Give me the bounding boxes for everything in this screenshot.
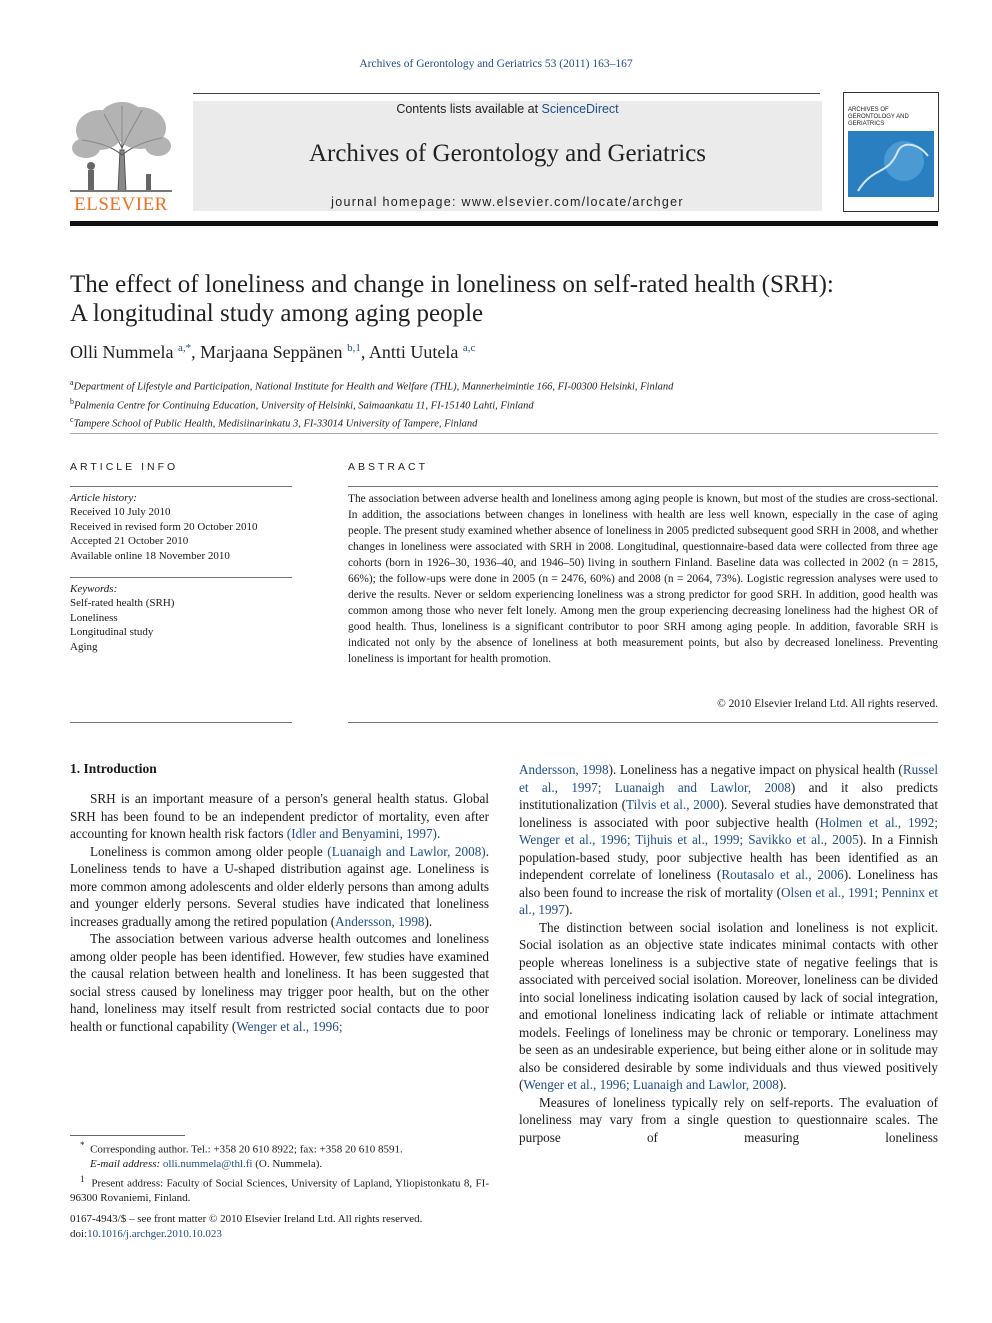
publisher-wordmark: ELSEVIER [74, 194, 168, 215]
journal-cover-thumbnail[interactable] [843, 92, 939, 212]
keyword-item: Aging [70, 640, 98, 653]
citation-link[interactable]: Andersson, 1998 [519, 762, 609, 777]
author-list: Olli Nummela $^{a,*}$, Marjaana Seppänen $^{b,1}$, Antti Uutela $^{a,c}$ [70, 342, 476, 362]
body-paragraph: The distinction between social isolation and loneliness is not explicit. Social isolation as an objective state indicates minimal contacts with other people whereas loneliness is a subjective state of negative feelings that is associated with perceived social isolation. Moreover, loneliness can be divided into social loneliness indicating isolation caused by lack of social integration, and emotional loneliness indicating lack of reliable or intimate attachment models. Feelings of loneliness may be chronic or temporary. Loneliness may be seen as an undesirable experience, but being either alone or in solitude may also be considered desirable by some individuals and thus viewed positively (Wenger et al., 1996; Luanaigh and Lawlor, 2008). [519, 919, 938, 1092]
author-name[interactable]: Olli Nummela [70, 342, 174, 362]
citation-link[interactable]: Wenger et al., 1996; Luanaigh and Lawlor, 2008 [523, 1077, 779, 1092]
footnote-present-address: $^1$ Present address: Faculty of Social Sciences, University of Lapland, Yliopistonkatu 8, FI-96300 Rovaniemi, Finland. [70, 1173, 489, 1204]
body-column-left [70, 778, 489, 1035]
cover-title: ARCHIVES OF GERONTOLOGY AND GERIATRICS [848, 107, 909, 127]
author-name[interactable]: Antti Uutela [368, 342, 459, 362]
homepage-prefix: journal homepage: [331, 195, 462, 209]
journal-homepage [193, 195, 822, 209]
citation-link[interactable]: Routasalo et al., 2006 [721, 867, 844, 882]
header-top-rule [193, 93, 820, 94]
citation-link[interactable]: Andersson, 1998 [335, 913, 425, 929]
article-info-divider [70, 486, 292, 487]
abstract-text: The association between adverse health and loneliness among aging people is known, but most of the studies are cross-sectional. In addition, the associations between changes in loneliness with health are less well known, especially in the case of aging people. The present study examined whether absence of loneliness in 2005 predicted subsequent good SRH in 2008, and whether changes in loneliness were associated with SRH in 2008. Longitudinal, questionnaire-based data were collected from three age cohorts (born in 1926–30, 1936–40, and 1946–50) living in southern Finland. Baseline data was collected in 2002 (n = 2815, 66%); the follow-ups were done in 2005 (n = 2476, 60%) and 2008 (n = 2064, 73%). Logistic regression analyses were used to derive the results. Never or seldom experiencing loneliness was a strong predictor for good SRH. In addition, good health was common among those who never felt lonely. Among men the group experiencing decreasing loneliness had the highest OR of good health. Thus, loneliness is a significant contributor to poor SRH among aging people. In addition, favorable SRH is indicated not only by the absence of loneliness at both measurement points, but also by decreased loneliness. Preventing loneliness is important for health promotion. [348, 493, 938, 665]
footnote-email: E-mail address: olli.nummela@thl.fi (O. Nummela). [90, 1158, 323, 1171]
contents-line [193, 102, 822, 116]
footnote-mark: * [80, 1140, 85, 1150]
tree-icon [70, 100, 172, 192]
section-heading: 1. Introduction [70, 761, 157, 776]
abstract-heading: ABSTRACT [348, 461, 429, 473]
keyword-item: Loneliness [70, 611, 118, 624]
journal-reference-link[interactable]: Archives of Gerontology and Geriatrics 53 (2011) 163–167 [359, 58, 633, 70]
article-info-divider [70, 577, 292, 578]
body-column-right [519, 761, 938, 1146]
abstract-divider [348, 722, 938, 723]
article-info-heading: ARTICLE INFO [70, 461, 179, 473]
cover-figure-icon [848, 131, 934, 197]
elsevier-logo[interactable] [70, 100, 172, 215]
email-link[interactable]: olli.nummela@thl.fi [162, 1158, 253, 1171]
cover-footer [848, 199, 934, 208]
affiliation-key: c [70, 415, 74, 424]
email-label: E-mail address: [90, 1158, 163, 1171]
doi-line: doi:10.1016/j.archger.2010.10.023 [70, 1228, 222, 1240]
history-item: Accepted 21 October 2010 [70, 535, 189, 548]
history-item: Received in revised form 20 October 2010 [70, 520, 258, 533]
author-affiliation-mark[interactable]: a,c [462, 342, 476, 354]
contents-prefix: Contents lists available at [396, 102, 542, 116]
homepage-url-link[interactable]: www.elsevier.com/locate/archger [461, 195, 684, 209]
affiliation-text: Department of Lifestyle and Participation, National Institute for Health and Welfare (THL), Mannerheimintie 166, FI-00300 Helsinki, Finland [73, 381, 674, 393]
article-info-divider [70, 722, 292, 723]
author-affiliation-mark[interactable]: b,1 [347, 342, 361, 354]
cover-image [848, 131, 934, 197]
affiliation-item [70, 413, 940, 432]
front-matter [70, 1212, 489, 1242]
body-paragraph: The association between various adverse health outcomes and loneliness among older people has been identified. However, few studies have examined the causal relation between health and loneliness. It has been suggested that social stress caused by loneliness may trigger poor health, but on the other hand, loneliness may itself result from restricted social contacts due to poor health or functional capability (Wenger et al., 1996; [70, 931, 489, 1034]
footnote-corresponding: * Corresponding author. Tel.: +358 20 610 8922; fax: +358 20 610 8591. [80, 1140, 403, 1156]
header-thick-rule [70, 221, 938, 226]
citation-link[interactable]: (Idler and Benyamini, 1997) [286, 826, 437, 841]
affiliation-item [70, 395, 940, 414]
journal-name: Archives of Gerontology and Geriatrics [308, 140, 707, 167]
body-paragraph: Andersson, 1998). Loneliness has a negative impact on physical health (Russel et al., 1997; Luanaigh and Lawlor, 2008) and it also predicts institutionalization (Tilvis et al., 2000). Several studies have demonstrated that loneliness is associated with poor subjective health (Holmen et al., 1992; Wenger et al., 1996; Tijhuis et al., 1999; Savikko et al., 2005). In a Finnish population-based study, poor subjective health has been identified as an independent correlate of loneliness (Routasalo et al., 2006). Loneliness has also been found to increase the risk of mortality (Olsen et al., 1991; Penninx et al., 1997). [519, 762, 939, 917]
sciencedirect-link[interactable]: ScienceDirect [541, 102, 619, 116]
doi-link[interactable]: 10.1016/j.archger.2010.10.023 [87, 1228, 222, 1240]
abstract-copyright: © 2010 Elsevier Ireland Ltd. All rights reserved. [717, 698, 938, 710]
affiliation-key: b [70, 396, 74, 406]
citation-link[interactable]: Russel et al., 1997; Luanaigh and Lawlor, 2008 [519, 762, 938, 795]
history-item: Received 10 July 2010 [70, 506, 171, 519]
keyword-item: Longitudinal study [70, 626, 154, 639]
affiliation-divider [70, 433, 938, 434]
citation-link[interactable]: Holmen et al., 1992; Wenger et al., 1996; Tijhuis et al., 1999; Savikko et al., 2005 [519, 814, 938, 847]
author-name[interactable]: Marjaana Seppänen [200, 342, 343, 362]
article-title-line-2: A longitudinal study among aging people [70, 300, 484, 327]
affiliation-list [70, 376, 940, 432]
author-affiliation-mark[interactable]: a,* [177, 342, 192, 354]
citation-link[interactable]: Wenger et al., 1996; [236, 1018, 343, 1034]
body-paragraph: Loneliness is common among older people (Luanaigh and Lawlor, 2008). Loneliness tends to have a U-shaped distribution against age. Loneliness is more common among adolescents and older elderly persons than among adults and younger elderly persons. Several studies have indicated that loneliness increases gradually among the retired population (Andersson, 1998). [70, 843, 489, 929]
citation-link[interactable]: (Luanaigh and Lawlor, 2008) [327, 843, 486, 859]
citation-link[interactable]: Olsen et al., 1991; Penninx et al., 1997 [519, 884, 938, 917]
issn-line: 0167-4943/$ – see front matter © 2010 Elsevier Ireland Ltd. All rights reserved. [70, 1213, 423, 1225]
affiliation-text: Palmenia Centre for Continuing Education, University of Helsinki, Saimaankatu 11, FI-15140 Lahti, Finland [74, 400, 534, 411]
history-item: Available online 18 November 2010 [70, 549, 230, 562]
footnotes [70, 1138, 489, 1205]
affiliation-key: a [70, 378, 74, 387]
keyword-item: Self-rated health (SRH) [70, 597, 175, 610]
footnote-mark: 1 [80, 1173, 85, 1184]
footnote-divider [70, 1135, 185, 1136]
affiliation-text: Tampere School of Public Health, Medisiinarinkatu 3, FI-33014 University of Tampere, Finland [73, 418, 478, 430]
body-paragraph: Measures of loneliness typically rely on self-reports. The evaluation of loneliness may vary from a single question to questionnaire scales. The purpose of measuring loneliness [519, 1094, 938, 1145]
keyword-list [70, 582, 292, 654]
affiliation-item [70, 376, 940, 395]
article-title [70, 270, 940, 328]
abstract-divider [348, 486, 938, 487]
keywords-label: Keywords: [70, 583, 118, 595]
article-history [70, 491, 292, 563]
body-paragraph: SRH is an important measure of a person's general health status. Global SRH has been found to be an independent predictor of mortality, even after accounting for known health risk factors (Idler and Benyamini, 1997). [70, 791, 489, 841]
history-label: Article history: [70, 492, 137, 504]
citation-link[interactable]: Tilvis et al., 2000 [626, 797, 720, 812]
article-title-line-1: The effect of loneliness and change in loneliness on self-rated health (SRH): [70, 271, 834, 298]
